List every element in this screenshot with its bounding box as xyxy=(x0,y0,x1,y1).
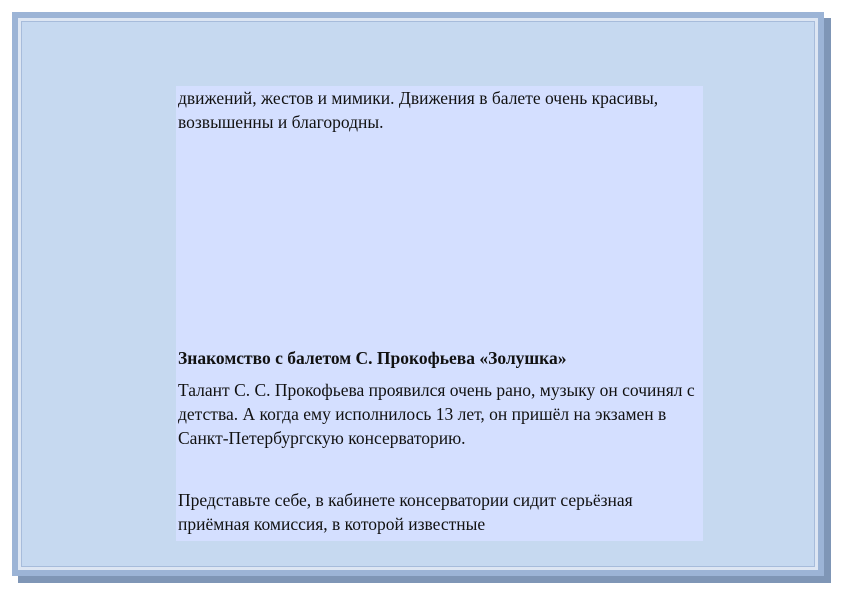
paragraph-imagine: Представьте себе, в кабинете консерватории сидит серьёзная приёмная комиссия, в которой известные xyxy=(178,490,633,534)
text-box xyxy=(176,86,703,541)
paragraph-intro: движений, жестов и мимики. Движения в балете очень красивы, возвышенны и благородны. xyxy=(178,88,659,132)
section-heading: Знакомство с балетом С. Прокофьева «Золушка» xyxy=(178,348,567,368)
paragraph-talent: Талант С. С. Прокофьева проявился очень рано, музыку он сочинял с детства. А когда ему исполнилось 13 лет, он пришёл на экзамен в Санкт-Петербургскую консерваторию. xyxy=(178,380,695,448)
